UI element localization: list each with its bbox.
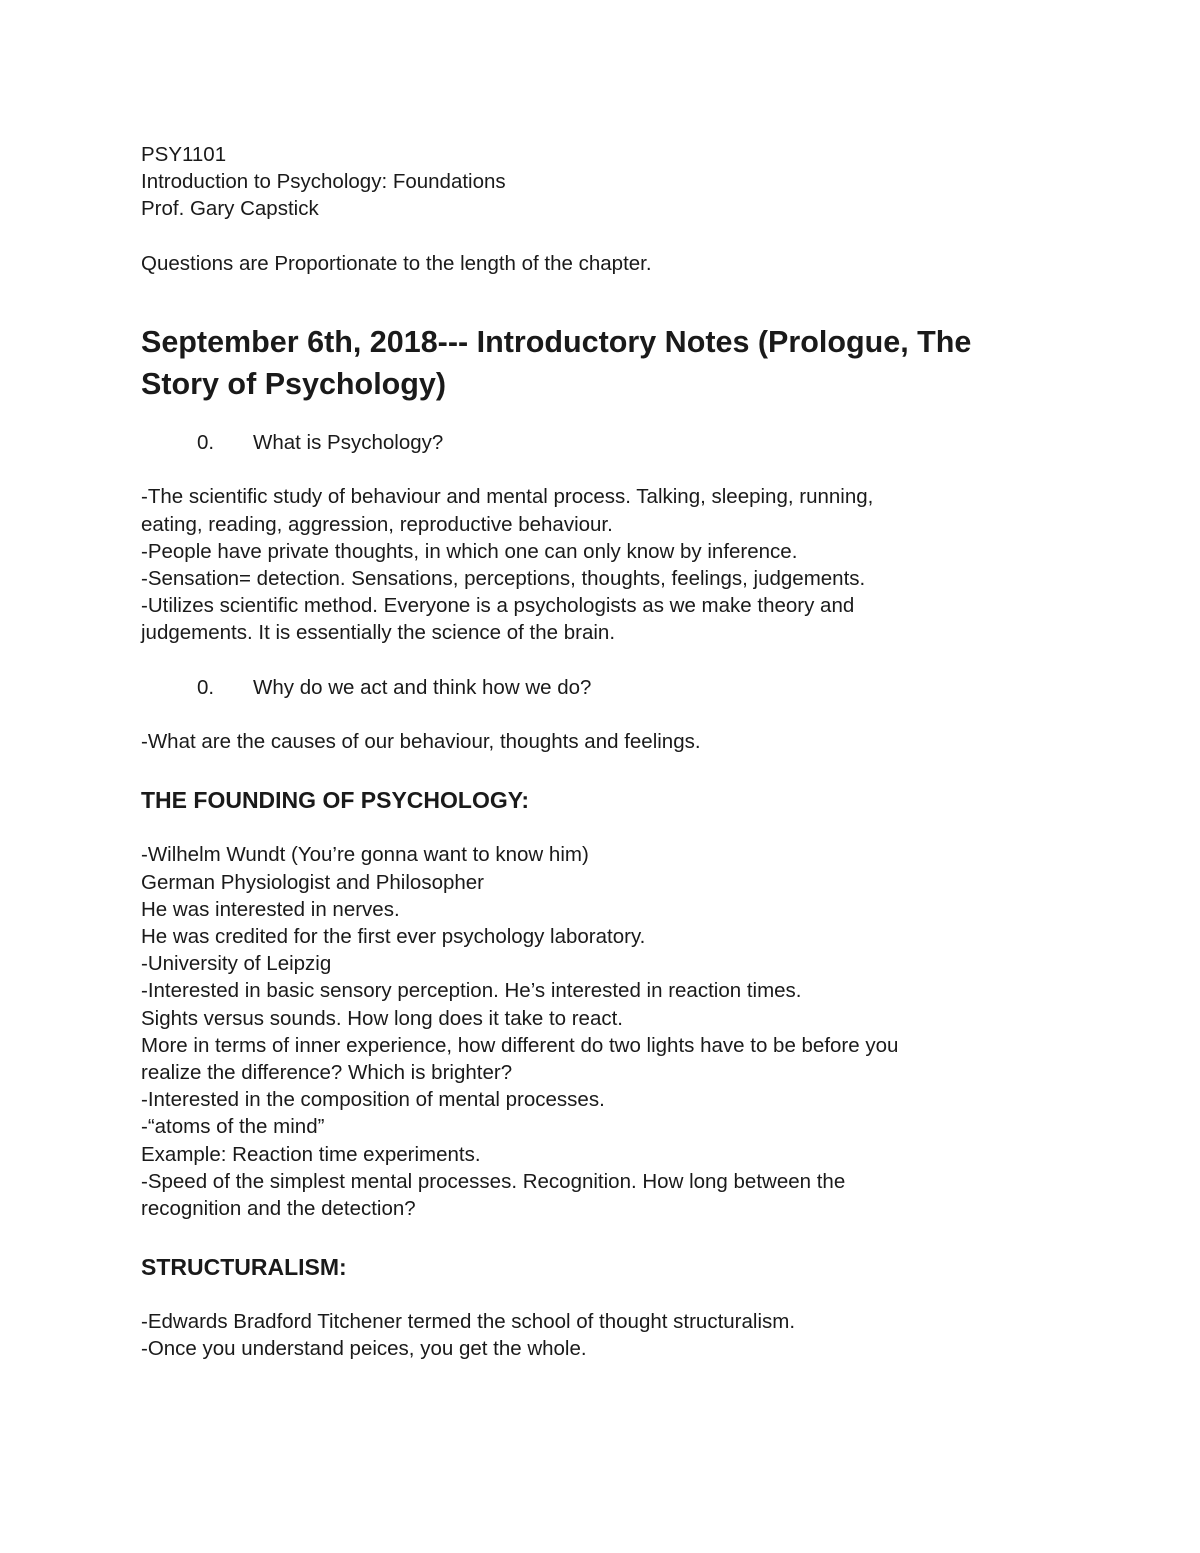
answer-line: -The scientific study of behaviour and mental process. Talking, sleeping, running, (141, 485, 874, 509)
note-line: -Wilhelm Wundt (You’re gonna want to know him) (141, 843, 589, 867)
section-title-line-1: September 6th, 2018--- Introductory Notes (Prologue, The (141, 325, 972, 359)
question-2-text: Why do we act and think how we do? (253, 675, 592, 699)
answer-line: -People have private thoughts, in which one can only know by inference. (141, 539, 798, 563)
answer-line: -Utilizes scientific method. Everyone is a psychologists as we make theory and (141, 594, 855, 618)
note-line: -Edwards Bradford Titchener termed the school of thought structuralism. (141, 1310, 796, 1334)
note-line: More in terms of inner experience, how different do two lights have to be before you (141, 1033, 899, 1057)
note-line: He was interested in nerves. (141, 897, 400, 921)
question-2-answer: -What are the causes of our behaviour, thoughts and feelings. (141, 730, 701, 754)
note-line: realize the difference? Which is brighter? (141, 1061, 513, 1085)
note-line: Example: Reaction time experiments. (141, 1142, 481, 1166)
note-line: -Once you understand peices, you get the whole. (141, 1337, 587, 1361)
question-1-answer (141, 483, 1061, 646)
course-code: PSY1101 (141, 143, 227, 166)
question-2 (141, 674, 1061, 701)
question-2-number: 0. (197, 675, 215, 699)
note-line: German Physiologist and Philosopher (141, 870, 484, 894)
structuralism-notes (141, 1308, 1061, 1362)
course-title: Introduction to Psychology: Foundations (141, 170, 506, 194)
note-line: -University of Leipzig (141, 952, 332, 976)
question-1 (141, 429, 1061, 456)
note-line: Sights versus sounds. How long does it take to react. (141, 1006, 624, 1030)
structuralism-heading: STRUCTURALISM: (141, 1254, 347, 1281)
answer-line: eating, reading, aggression, reproductive behaviour. (141, 512, 613, 536)
note-line: -Interested in the composition of mental processes. (141, 1088, 605, 1112)
answer-line: -Sensation= detection. Sensations, perceptions, thoughts, feelings, judgements. (141, 567, 866, 590)
note-line: -Interested in basic sensory perception. He’s interested in reaction times. (141, 979, 802, 1003)
question-1-number: 0. (197, 431, 215, 454)
note-line: recognition and the detection? (141, 1197, 416, 1221)
section-title-line-2: Story of Psychology) (141, 367, 447, 401)
question-1-text: What is Psychology? (253, 431, 444, 454)
founding-notes (141, 841, 1061, 1222)
answer-line: judgements. It is essentially the science of the brain. (141, 621, 616, 645)
document-page (141, 141, 1061, 1363)
exam-note: Questions are Proportionate to the length of the chapter. (141, 251, 652, 275)
professor-name: Prof. Gary Capstick (141, 197, 319, 221)
note-line: -Speed of the simplest mental processes. Recognition. How long between the (141, 1169, 846, 1193)
founding-heading: THE FOUNDING OF PSYCHOLOGY: (141, 787, 530, 814)
note-line: He was credited for the first ever psychology laboratory. (141, 925, 646, 948)
note-line: -“atoms of the mind” (141, 1115, 325, 1139)
